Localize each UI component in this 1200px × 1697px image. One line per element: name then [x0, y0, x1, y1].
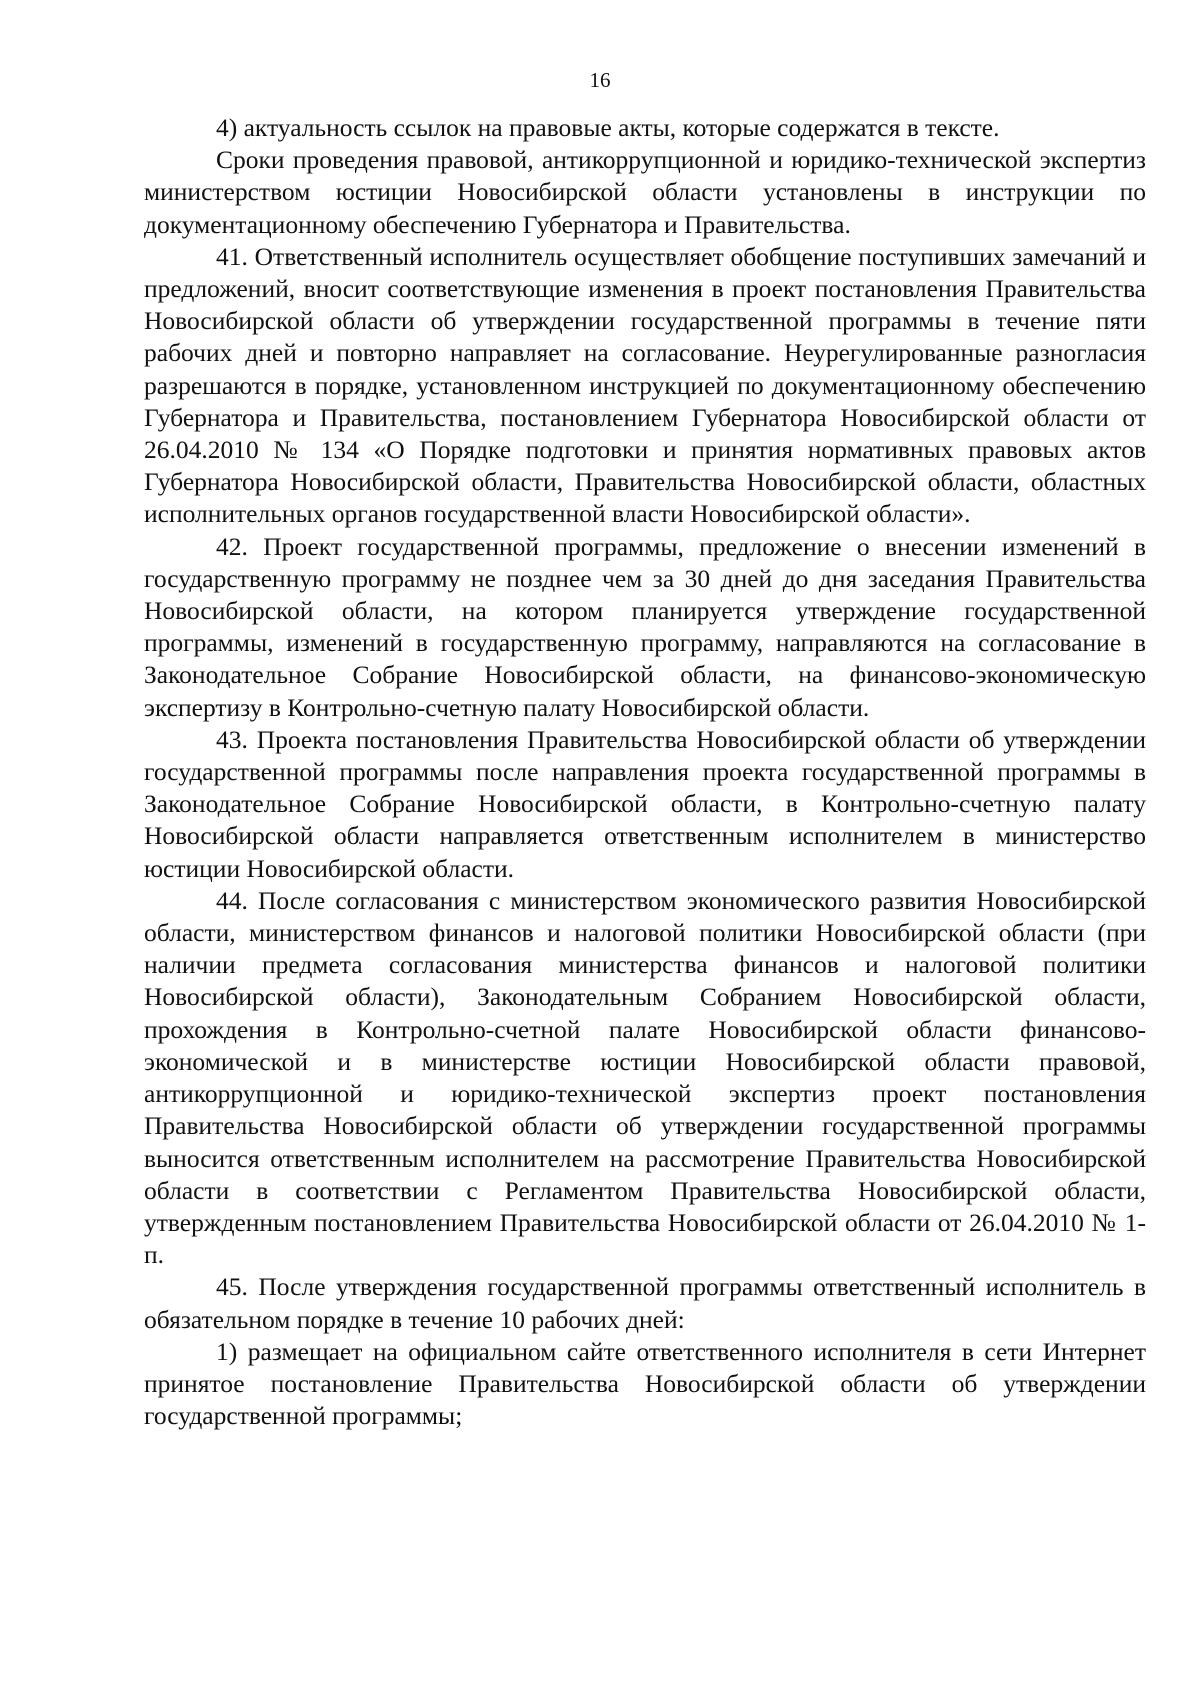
paragraph-45: 45. После утверждения государственной программы ответственный исполнитель в обязательном порядке в течение 10 рабочих дней: — [144, 1272, 1146, 1334]
paragraph-expertise-deadlines: Сроки проведения правовой, антикоррупционной и юридико-технической экспертиз министерством юстиции Новосибирской области установлены в инструкции по документационному обеспечению Губернатора и Правительства. — [144, 145, 1146, 239]
page-number: 16 — [589, 68, 611, 92]
paragraph-item-4-relevance: 4) актуальность ссылок на правовые акты, которые содержатся в тексте. — [216, 113, 1000, 142]
paragraph-43: 43. Проекта постановления Правительства Новосибирской области об утверждении государственной программы после направления проекта государственной программы в Законодательное Собрание Новосибирской области, в Контрольно-счетную палату Новосибирской области направляется ответственным исполнителем в министерство юстиции Новосибирской области. — [144, 724, 1146, 883]
paragraph-45-item-1: 1) размещает на официальном сайте ответственного исполнителя в сети Интернет принятое постановление Правительства Новосибирской области об утверждении государственной программы; — [144, 1336, 1146, 1431]
paragraph-42: 42. Проект государственной программы, предложение о внесении изменений в государственную программу не позднее чем за 30 дней до дня заседания Правительства Новосибирской области, на котором планируется утверждение государственной программы, изменений в государственную программу, направляются на согласование в Законодательное Собрание Новосибирской области, на финансово-экономическую экспертизу в Контрольно-счетную палату Новосибирской области. — [144, 531, 1146, 722]
paragraph-44: 44. После согласования с министерством экономического развития Новосибирской области, министерством финансов и налоговой политики Новосибирской области (при наличии предмета согласования министерства финансов и налоговой политики Новосибирской области), Законодательным Собранием Новосибирской области, прохождения в Контрольно-счетной палате Новосибирской области финансово-экономической и в министерстве юстиции Новосибирской области правовой, антикоррупционной и юридико-технической экспертиз проект постановления Правительства Новосибирской области об утверждении государственной программы выносится ответственным исполнителем на рассмотрение Правительства Новосибирской области в соответствии с Регламентом Правительства Новосибирской области, утвержденным постановлением Правительства Новосибирской области от 26.04.2010 № 1-п. — [144, 885, 1146, 1270]
paragraph-41: 41. Ответственный исполнитель осуществляет обобщение поступивших замечаний и предложений, вносит соответствующие изменения в проект постановления Правительства Новосибирской области об утверждении государственной программы в течение пяти рабочих дней и повторно направляет на согласование. Неурегулированные разногласия разрешаются в порядке, установленном инструкцией по документационному обеспечению Губернатора и Правительства, постановлением Губернатора Новосибирской области от 26.04.2010 № 134 «О Порядке подготовки и принятия нормативных правовых актов Губернатора Новосибирской области, Правительства Новосибирской области, областных исполнительных органов государственной власти Новосибирской области». — [144, 241, 1146, 529]
document-body — [144, 112, 1146, 1432]
